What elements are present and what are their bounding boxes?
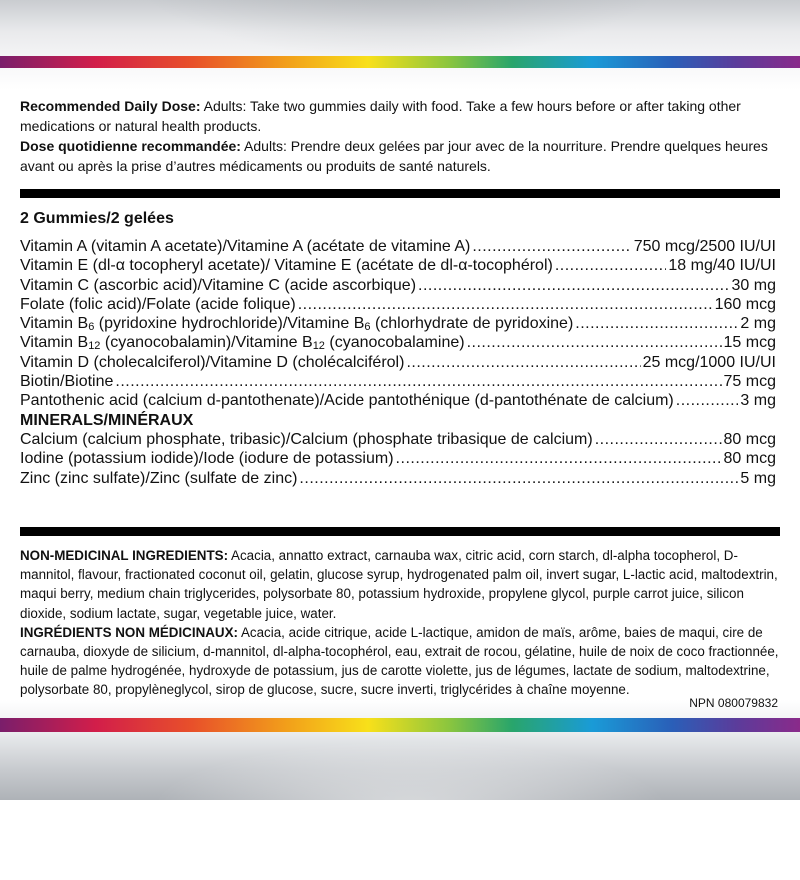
facts-row xyxy=(20,314,776,333)
name-subscript: 12 xyxy=(312,340,325,353)
ingredient-name: Vitamin A (vitamin A acetate)/Vitamine A (acétate de vitamine A) xyxy=(20,238,471,255)
divider-rule-bottom xyxy=(20,527,780,536)
ingredient-name: Calcium (calcium phosphate, tribasic)/Calcium (phosphate tribasique de calcium) xyxy=(20,430,593,448)
ingredient-name: Pantothenic acid (calcium d-pantothenate)/Acide pantothénique (d-pantothénate de calcium) xyxy=(20,392,674,410)
facts-row xyxy=(20,237,776,256)
facts-row xyxy=(20,449,776,468)
name-part: Vitamin B xyxy=(20,334,89,352)
minerals-heading: MINERALS/MINÉRAUX xyxy=(20,411,194,429)
ingredients-french xyxy=(20,623,782,700)
facts-row xyxy=(20,430,776,449)
dose-english xyxy=(20,96,782,136)
leader-dots xyxy=(115,372,721,391)
name-part: (pyridoxine hydrochloride)/Vitamine B xyxy=(94,315,365,333)
name-subscript: 6 xyxy=(364,321,371,334)
dose-french-label: Dose quotidienne recommandée: xyxy=(20,138,241,154)
dose-french-text: Adults: Prendre deux gelées par jour avec de la nourriture. Prendre quelques heures avant ou après la prise d’autres médicaments ou produits de santé naturels. xyxy=(20,138,768,174)
ingredient-amount: 75 mcg xyxy=(723,373,776,391)
facts-row xyxy=(20,333,776,352)
top-decorative-band xyxy=(0,0,800,90)
name-part: (cyanocobalamin)/Vitamine B xyxy=(100,334,313,352)
dose-french xyxy=(20,136,782,176)
leader-dots xyxy=(595,430,722,449)
ingredient-name: Zinc (zinc sulfate)/Zinc (sulfate de zinc) xyxy=(20,469,298,487)
ingredients-french-text: Acacia, acide citrique, acide L-lactique, amidon de maïs, arôme, baies de maqui, cire de carnauba, dioxyde de silicium, d-mannitol, dl-alpha-tocophérol, eau, extrait de rocou, gélatine, huile de noix de coco fractionnée, huile de palme hydrogénée, hydroxyde de potassium, jus de carotte violette, jus de légumes, lactate de sodium, maltodextrine, polysorbate 80, propylèneglycol, sirop de glucose, sucre, sucre inverti, triglycérides à chaîne moyenne. xyxy=(20,624,779,698)
recommended-dose-section xyxy=(20,96,782,176)
leader-dots xyxy=(575,314,738,333)
facts-row xyxy=(20,353,776,372)
name-part: (cyanocobalamine) xyxy=(324,334,465,352)
name-subscript: 6 xyxy=(88,321,95,334)
ingredient-name: Iodine (potassium iodide)/Iode (iodure de potassium) xyxy=(20,450,394,468)
ingredient-name: Vitamin E (dl-α tocopheryl acetate)/ Vitamine E (acétate de dl-α-tocophérol) xyxy=(20,257,553,275)
ingredient-amount: 750 mcg/2500 IU/UI xyxy=(633,238,776,255)
leader-dots xyxy=(418,276,730,295)
leader-dots xyxy=(298,295,713,314)
name-part: (chlorhydrate de pyridoxine) xyxy=(370,315,574,333)
facts-row xyxy=(20,256,776,275)
ingredient-amount: 18 mg/40 IU/UI xyxy=(668,257,776,275)
ingredients-french-label: INGRÉDIENTS NON MÉDICINAUX: xyxy=(20,624,238,640)
bottom-decorative-band xyxy=(0,700,800,800)
leader-dots xyxy=(472,237,631,256)
ingredients-section xyxy=(20,546,782,700)
top-rainbow-stripe xyxy=(0,56,800,68)
facts-row xyxy=(20,295,776,314)
leader-dots xyxy=(555,256,667,275)
ingredient-amount: 80 mcg xyxy=(723,430,776,448)
ingredients-english-text: Acacia, annatto extract, carnauba wax, citric acid, corn starch, dl-alpha tocopherol, D-mannitol, flavour, fractionated coconut oil, gelatin, glucose syrup, hydrogenated palm oil, invert sugar, L-lactic acid, maltodextrin, maqui berry, medium chain triglycerides, polysorbate 80, potassium hydroxide, propylene glycol, purple carrot juice, silicon dioxide, sodium lactate, sugar, vegetable juice, water. xyxy=(20,548,778,621)
leader-dots xyxy=(467,333,722,352)
facts-row xyxy=(20,276,776,295)
divider-rule-top xyxy=(20,189,780,198)
bottom-rainbow-stripe xyxy=(0,718,800,732)
ingredient-amount: 2 mg xyxy=(740,315,776,333)
ingredient-amount: 3 mg xyxy=(740,392,776,410)
name-part: Vitamin B xyxy=(20,315,89,333)
ingredient-amount: 25 mcg/1000 IU/UI xyxy=(642,353,776,371)
leader-dots xyxy=(299,469,738,488)
leader-dots xyxy=(396,449,722,468)
ingredient-name: Vitamin C (ascorbic acid)/Vitamine C (acide ascorbique) xyxy=(20,276,417,294)
facts-row xyxy=(20,469,776,488)
leader-dots xyxy=(406,353,640,372)
ingredient-amount: 5 mg xyxy=(740,469,776,487)
ingredient-name: Biotin/Biotine xyxy=(20,373,114,391)
dose-english-text: Adults: Take two gummies daily with food. Take a few hours before or after taking other medications or natural health products. xyxy=(20,98,741,134)
name-subscript: 12 xyxy=(88,340,101,353)
ingredients-english xyxy=(20,546,782,623)
ingredient-amount: 80 mcg xyxy=(723,450,776,468)
dose-english-label: Recommended Daily Dose: xyxy=(20,98,201,114)
ingredient-amount: 160 mcg xyxy=(714,295,776,313)
leader-dots xyxy=(676,391,739,410)
facts-row xyxy=(20,391,776,410)
ingredients-english-label: NON-MEDICINAL INGREDIENTS: xyxy=(20,548,229,563)
ingredient-name: Vitamin D (cholecalciferol)/Vitamine D (cholécalciférol) xyxy=(20,353,405,371)
supplement-facts-table xyxy=(20,209,776,488)
ingredient-amount: 30 mg xyxy=(731,276,776,294)
facts-row xyxy=(20,372,776,391)
serving-size: 2 Gummies/2 gelées xyxy=(20,210,174,227)
ingredient-amount: 15 mcg xyxy=(723,334,776,352)
npn-number: NPN 080079832 xyxy=(689,696,778,710)
ingredient-name: Folate (folic acid)/Folate (acide folique) xyxy=(20,295,296,313)
